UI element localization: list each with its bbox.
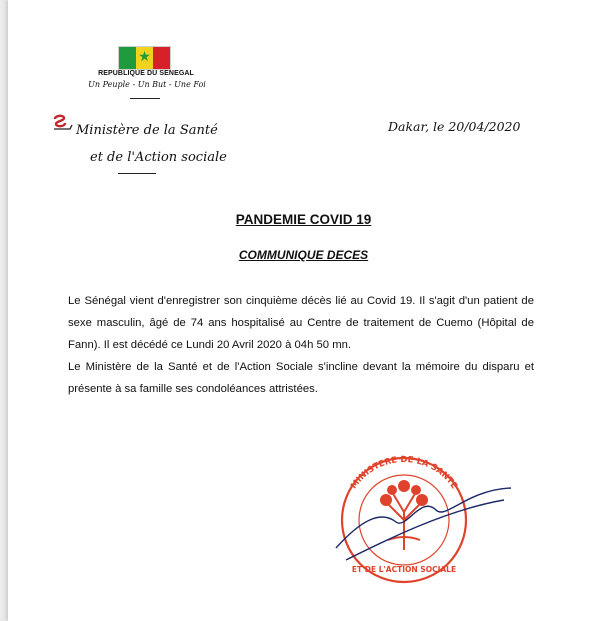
republic-name: REPUBLIQUE DU SENEGAL — [98, 70, 194, 77]
communique-body — [68, 290, 534, 400]
official-stamp-and-signature — [326, 450, 516, 590]
senegal-flag — [118, 46, 171, 70]
national-motto: Un Peuple - Un But - Une Foi — [88, 80, 206, 89]
document-page — [8, 0, 599, 621]
ministry-line-2: et de l'Action sociale — [90, 150, 227, 165]
divider — [130, 98, 160, 99]
ministry-logo-icon — [52, 114, 74, 134]
svg-text:MINISTERE DE LA SANTE: MINISTERE DE LA SANTE — [349, 454, 460, 491]
svg-text:ET DE L'ACTION SOCIALE: ET DE L'ACTION SOCIALE — [351, 565, 457, 574]
ministry-line-1: Ministère de la Santé — [76, 123, 218, 138]
paragraph-condolences: Le Ministère de la Santé et de l'Action Sociale s'incline devant la mémoire du disparu et présente à sa famille ses condoléances attristées. — [68, 361, 534, 395]
divider — [118, 173, 156, 174]
document-title: PANDEMIE COVID 19 — [235, 212, 372, 227]
document-subtitle: COMMUNIQUE DECES — [238, 248, 369, 262]
document-date: Dakar, le 20/04/2020 — [388, 119, 521, 134]
star-icon: ★ — [138, 49, 151, 65]
paragraph-announcement: Le Sénégal vient d'enregistrer son cinquième décès lié au Covid 19. Il s'agit d'un patient de sexe masculin, âgé de 74 ans hospitalisé au Centre de traitement de Cuemo (Hôpital de Fann). Il est décédé ce Lundi 20 Avril 2020 à 04h 50 mn. — [68, 295, 534, 351]
ministry-name — [76, 117, 227, 171]
